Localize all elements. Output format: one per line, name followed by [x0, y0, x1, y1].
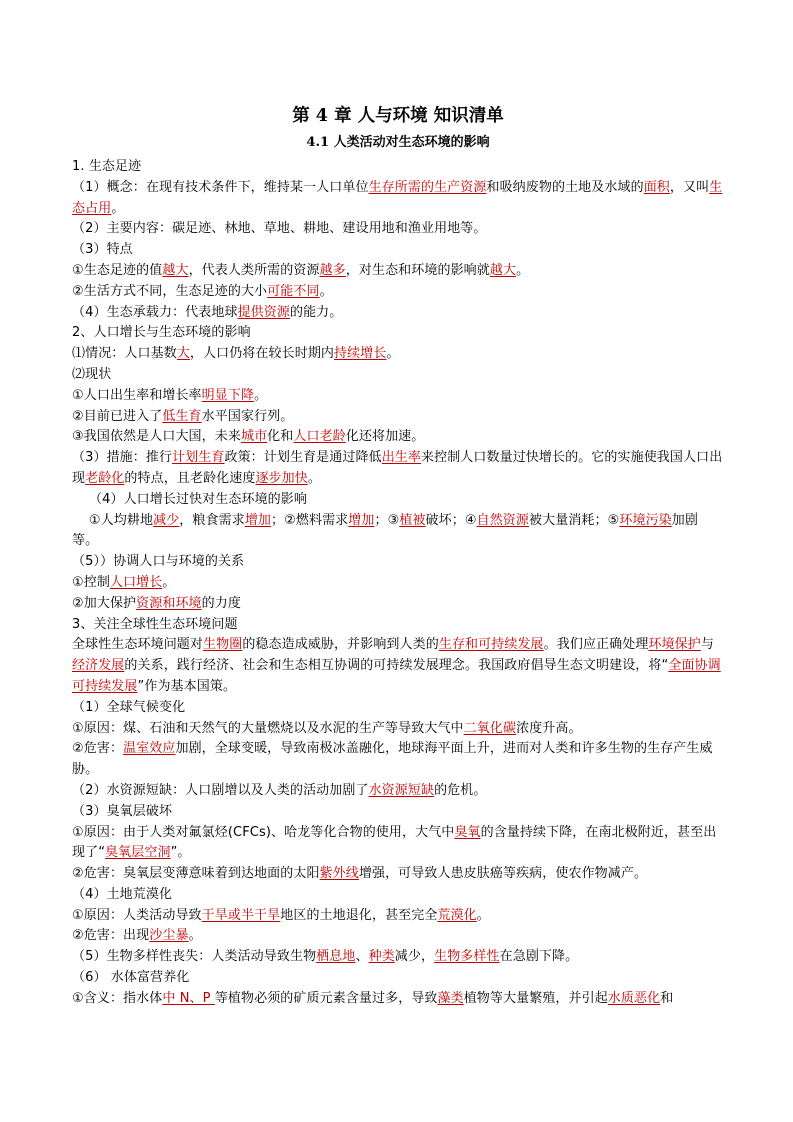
keyword-underlined: 持续增长 — [334, 346, 387, 362]
text-segment: 。 — [307, 470, 321, 486]
text-segment: （5）生物多样性丧失：人类活动导致生物 — [72, 949, 317, 965]
keyword-underlined: 资源和环境 — [136, 595, 202, 611]
keyword-underlined: 逐步加快 — [255, 470, 308, 486]
text-segment: 。 — [188, 928, 202, 944]
keyword-underlined: 增加 — [244, 512, 272, 528]
text-segment: ①控制 — [72, 574, 110, 590]
text-segment: ，又叫 — [669, 179, 710, 195]
text-line — [72, 635, 724, 697]
keyword-underlined: 自然资源 — [476, 512, 530, 528]
text-segment: 的含量持续下降，在南北极附近，甚至出现了“ — [72, 824, 717, 861]
text-segment: 。我们应正确处理 — [543, 637, 649, 653]
text-segment: （3）措施：推行 — [72, 450, 173, 466]
text-segment: 化还将加速。 — [345, 429, 425, 445]
text-segment: 的危机。 — [434, 782, 487, 798]
keyword-underlined: 植被 — [399, 512, 426, 528]
text-line — [72, 323, 724, 344]
keyword-underlined: 全面协调可持续发展 — [72, 658, 721, 694]
text-segment: 与 — [700, 637, 714, 653]
text-line — [72, 739, 724, 781]
keyword-underlined: 水资源短缺 — [368, 782, 435, 798]
keyword-underlined: 生物多样性 — [434, 949, 500, 965]
text-segment: ②危害：出现 — [72, 928, 150, 944]
text-line — [72, 906, 724, 927]
text-line — [72, 781, 724, 802]
text-line — [72, 989, 724, 1010]
text-segment: 的稳态造成威胁，并影响到人类的 — [242, 637, 439, 653]
keyword-underlined: 面积 — [643, 179, 670, 195]
text-segment: 2、人口增长与生态环境的影响 — [72, 325, 251, 341]
text-line — [72, 303, 724, 324]
text-line — [72, 219, 724, 240]
text-segment: ①生态足迹的值 — [72, 262, 163, 278]
text-segment: ，对生态和环境的影响就 — [345, 262, 490, 278]
text-segment: ①含义：指水体 — [72, 990, 163, 1006]
text-line — [72, 344, 724, 365]
text-segment: （1）概念：在现有技术条件下，维持某一人口单位 — [72, 179, 369, 195]
text-segment: 3、关注全球性生态环境问题 — [72, 616, 238, 632]
text-segment: ③我国依然是人口大国，未来 — [72, 429, 241, 445]
text-segment: 和 — [660, 990, 674, 1006]
text-segment: （4）人口增长过快对生态环境的影响 — [89, 491, 307, 507]
text-segment: ①人均耕地 — [72, 512, 154, 528]
text-segment: 。 — [386, 346, 400, 362]
text-segment: 在急剧下降。 — [499, 949, 579, 965]
text-segment: 水平国家行列。 — [201, 408, 294, 424]
text-segment: （1）全球气候变化 — [72, 699, 186, 715]
text-line — [72, 448, 724, 490]
keyword-underlined: 环境保护 — [648, 637, 701, 653]
text-segment: （5））协调人口与环境的关系 — [72, 554, 245, 570]
text-line — [72, 386, 724, 407]
text-segment: ②加大保护 — [72, 595, 137, 611]
text-segment: 政策：计划生育是通过降低 — [224, 450, 382, 466]
text-segment: 被大量消耗；⑤ — [529, 512, 620, 528]
text-segment: （3）特点 — [72, 242, 133, 258]
text-segment: （4）土地荒漠化 — [72, 886, 173, 902]
keyword-underlined: 人口老龄 — [293, 429, 346, 445]
keyword-underlined: 老龄化 — [85, 470, 125, 486]
keyword-underlined: 水质恶化 — [607, 990, 661, 1006]
keyword-underlined: 增加 — [348, 512, 375, 528]
text-line — [72, 282, 724, 303]
keyword-underlined: 种类 — [368, 949, 395, 965]
text-segment: ，代表人类所需的资源 — [188, 262, 320, 278]
text-segment: ⑵现状 — [72, 366, 112, 382]
text-line — [72, 178, 724, 220]
keyword-underlined: 臭氧层空洞 — [105, 845, 171, 861]
text-segment: ①人口出生率和增长率 — [72, 387, 202, 403]
text-line — [72, 615, 724, 636]
text-segment: 。 — [516, 262, 530, 278]
text-segment: 破坏；④ — [425, 512, 477, 528]
text-segment: ，人口仍将在较长时期内 — [189, 346, 335, 362]
text-segment: 。 — [476, 907, 490, 923]
keyword-underlined: 明显下降 — [201, 387, 255, 403]
keyword-underlined: 可能不同 — [267, 283, 320, 299]
text-segment: 加剧等。 — [72, 512, 698, 549]
text-segment: 等植物必须的矿质元素含量过多，导致 — [214, 990, 438, 1006]
text-line — [72, 365, 724, 386]
text-line — [72, 427, 724, 448]
text-segment: 地区的土地退化，甚至完全 — [280, 907, 438, 923]
text-line — [72, 864, 724, 885]
keyword-underlined: 干旱或半干旱 — [201, 907, 281, 923]
keyword-underlined: 藻类 — [437, 990, 464, 1006]
keyword-underlined: 经济发展 — [72, 658, 125, 674]
text-segment: 加剧，全球变暖，导致南极冰盖融化，地球海平面上升，进而对人类和许多生物的生存产生威胁。 — [72, 741, 713, 778]
keyword-underlined: 沙尘暴 — [149, 928, 189, 944]
text-line — [72, 552, 724, 573]
keyword-underlined: 生存所需的生产资源 — [368, 179, 487, 195]
text-segment: （4）生态承载力：代表地球 — [72, 304, 238, 320]
text-segment: 1. 生态足迹 — [72, 159, 142, 174]
keyword-underlined: 大 — [176, 346, 190, 362]
text-segment: （2）水资源短缺：人口剧增以及人类的活动加剧了 — [72, 782, 369, 798]
keyword-underlined: 越大 — [162, 262, 189, 278]
text-line — [72, 802, 724, 823]
text-segment: 植物等大量繁殖，并引起 — [463, 990, 608, 1006]
text-segment: （3）臭氧层破坏 — [72, 803, 173, 819]
text-segment: ②危害：臭氧层变薄意味着到达地面的太阳 — [72, 866, 320, 882]
text-segment: ①原因：人类活动导致 — [72, 907, 202, 923]
keyword-underlined: 越大 — [489, 262, 517, 278]
text-segment: 化和 — [267, 429, 294, 445]
keyword-underlined: 温室效应 — [123, 741, 176, 757]
keyword-underlined: 城市 — [240, 429, 268, 445]
text-segment: ，粮食需求 — [179, 512, 245, 528]
text-segment: ②目前已进入了 — [72, 408, 163, 424]
text-segment: ”作为基本国策。 — [137, 678, 237, 694]
text-line — [72, 511, 724, 553]
keyword-underlined: 计划生育 — [172, 450, 225, 466]
text-segment: ⑴情况：人口基数 — [72, 346, 177, 362]
text-line — [72, 968, 724, 989]
text-segment: 的能力。 — [289, 304, 343, 320]
text-line — [72, 823, 724, 865]
text-line — [72, 926, 724, 947]
text-segment: 全球性生态环境问题对 — [72, 637, 204, 653]
keyword-underlined: 臭氧 — [454, 824, 481, 840]
text-line — [72, 698, 724, 719]
keyword-underlined: 二氧化碳 — [463, 720, 517, 736]
keyword-underlined: 中 N、P — [162, 990, 215, 1006]
text-segment: 的关系，践行经济、社会和生态相互协调的可持续发展理念。我国政府倡导生态文明建设，将“ — [124, 658, 669, 674]
keyword-underlined: 环境污染 — [619, 512, 672, 528]
document-page — [72, 104, 724, 1010]
text-segment: ”。 — [170, 845, 191, 861]
text-segment: （6） 水体富营养化 — [72, 970, 190, 986]
text-segment: ①原因：煤、石油和天然气的大量燃烧以及水泥的生产等导致大气中 — [72, 720, 464, 736]
text-segment: （2）主要内容：碳足迹、林地、草地、耕地、建设用地和渔业用地等。 — [72, 221, 487, 237]
keyword-underlined: 生物圈 — [203, 637, 243, 653]
text-segment: 增强，可导致人患皮肤癌等疾病，使农作物减产。 — [358, 866, 648, 882]
text-segment: ②危害： — [72, 741, 124, 757]
keyword-underlined: 低生育 — [162, 408, 202, 424]
text-line — [72, 885, 724, 906]
text-line — [72, 240, 724, 261]
text-segment: 。 — [254, 387, 268, 403]
keyword-underlined: 荒漠化 — [437, 907, 477, 923]
text-segment: 来控制人口数量过快增长的。它的实施使我国人口出现 — [72, 450, 723, 486]
keyword-underlined: 栖息地 — [316, 949, 356, 965]
text-line — [72, 594, 724, 615]
text-segment: 。 — [319, 283, 333, 299]
keyword-underlined: 减少 — [153, 512, 180, 528]
text-segment: 。 — [111, 200, 125, 216]
keyword-underlined: 生存和可持续发展 — [438, 637, 544, 653]
text-segment: 。 — [162, 574, 176, 590]
text-segment: 的力度 — [201, 595, 241, 611]
keyword-underlined: 人口增长 — [109, 574, 163, 590]
keyword-underlined: 提供资源 — [237, 304, 290, 320]
keyword-underlined: 越多 — [319, 262, 346, 278]
text-line — [72, 719, 724, 740]
text-segment: 减少， — [394, 949, 435, 965]
keyword-underlined: 紫外线 — [319, 866, 359, 882]
text-line — [72, 157, 724, 178]
section-subtitle: 4.1 人类活动对生态环境的影响 — [306, 135, 490, 150]
text-line — [72, 573, 724, 594]
text-segment: ①原因：由于人类对氟氯烃(CFCs)、哈龙等化合物的使用，大气中 — [72, 824, 455, 840]
text-segment: ；③ — [374, 512, 400, 528]
text-segment: 浓度升高。 — [516, 720, 582, 736]
chapter-title: 第 4 章 人与环境 知识清单 — [292, 106, 504, 126]
keyword-underlined: 出生率 — [381, 450, 421, 466]
text-line — [72, 261, 724, 282]
text-line — [72, 947, 724, 968]
keyword-underlined: 生态占用 — [72, 179, 723, 216]
text-line — [72, 407, 724, 428]
text-segment: ；②燃料需求 — [271, 512, 349, 528]
text-segment: 、 — [355, 949, 369, 965]
text-segment: 的特点，且老龄化速度 — [124, 470, 256, 486]
text-line — [72, 490, 724, 511]
text-segment: ②生活方式不同，生态足迹的大小 — [72, 283, 268, 299]
text-segment: 和吸纳废物的土地及水域的 — [486, 179, 644, 195]
document-body — [72, 157, 724, 1010]
